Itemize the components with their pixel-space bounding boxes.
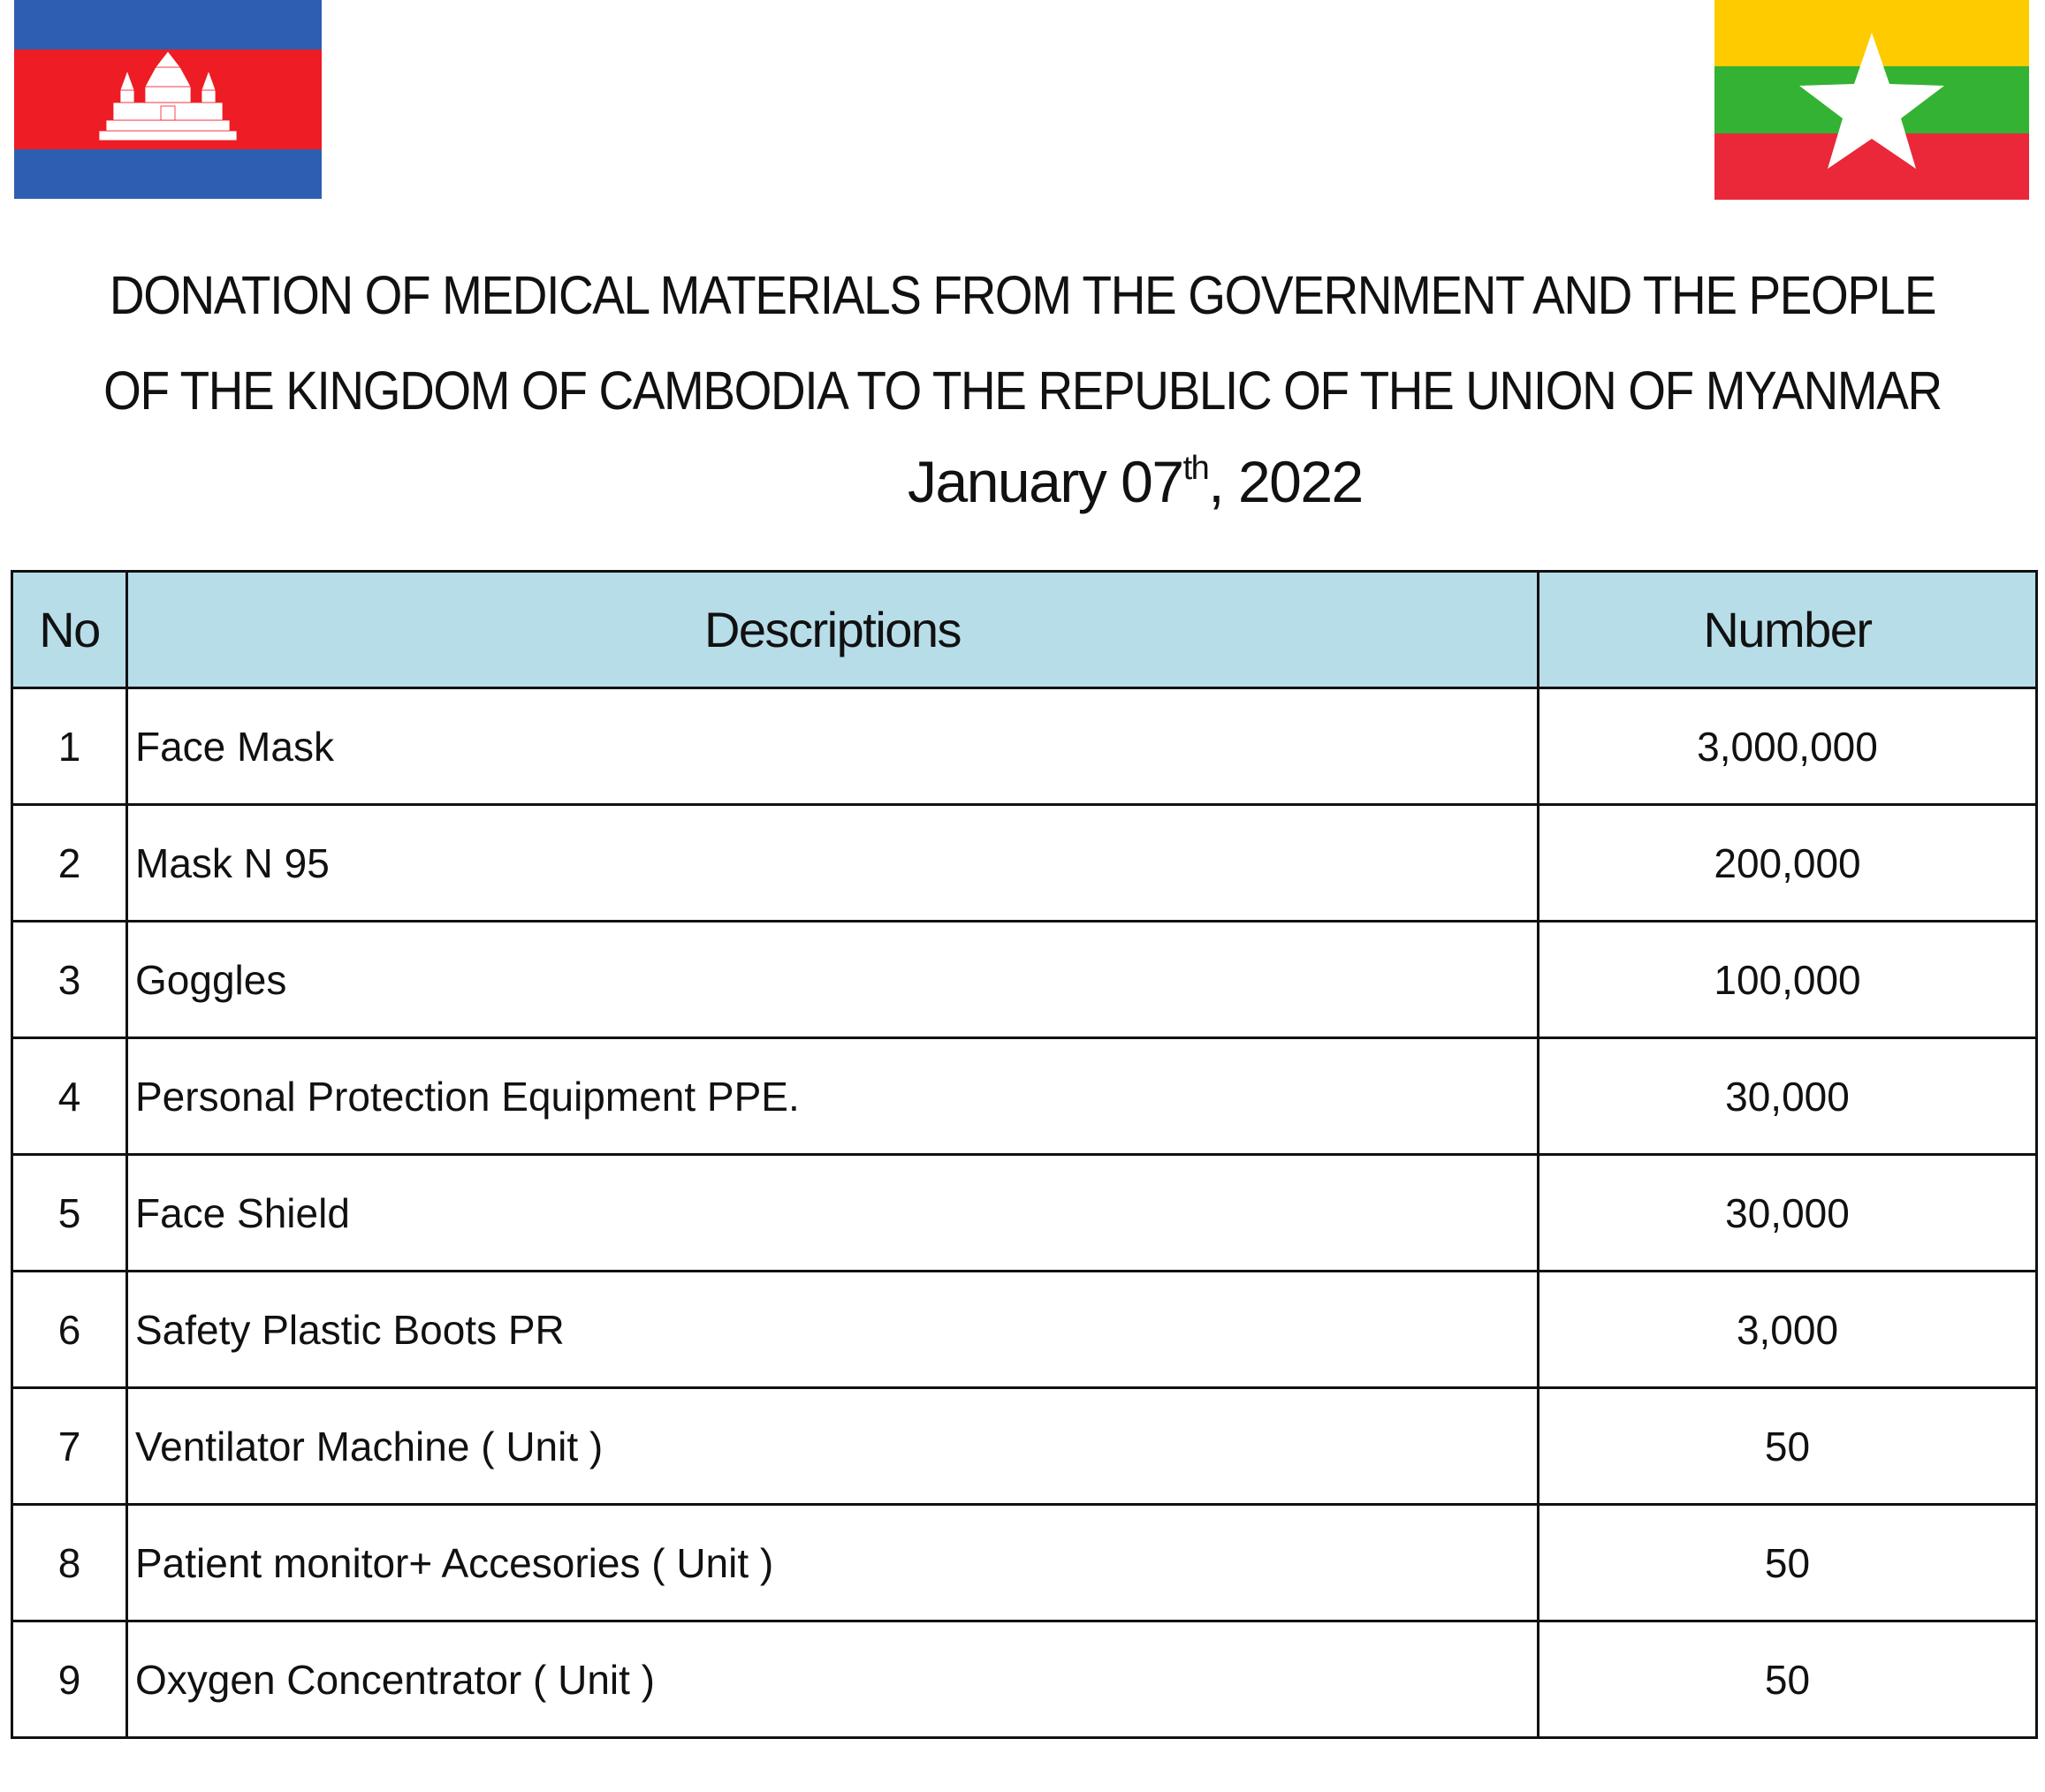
table-row [12,922,2037,1038]
row-number: 50 [1539,1621,2037,1738]
row-description: Face Mask [127,688,1539,805]
row-no: 3 [12,922,127,1038]
row-no: 7 [12,1388,127,1505]
row-number: 30,000 [1539,1038,2037,1155]
title-line-2: OF THE KINGDOM OF CAMBODIA TO THE REPUBLIC OF THE UNION OF MYANMAR [103,361,1942,421]
title-line-1: DONATION OF MEDICAL MATERIALS FROM THE GOVERNMENT AND THE PEOPLE [109,265,1936,325]
table-row [12,1388,2037,1505]
table-row [12,688,2037,805]
row-number: 3,000,000 [1539,688,2037,805]
row-no: 8 [12,1505,127,1621]
table-row [12,1505,2037,1621]
row-number: 200,000 [1539,805,2037,922]
row-description: Goggles [127,922,1539,1038]
date-prefix: January 07 [908,449,1183,514]
row-number: 100,000 [1539,922,2037,1038]
table-row [12,1272,2037,1388]
donation-table [11,570,2038,1739]
row-description: Patient monitor+ Accesories ( Unit ) [127,1505,1539,1621]
row-no: 9 [12,1621,127,1738]
row-number: 50 [1539,1388,2037,1505]
document-title [0,247,2045,438]
row-description: Personal Protection Equipment PPE. [127,1038,1539,1155]
row-number: 50 [1539,1505,2037,1621]
date-year: , 2022 [1208,449,1363,514]
table-row [12,1155,2037,1272]
header-no: No [12,572,127,688]
row-description: Face Shield [127,1155,1539,1272]
row-description: Safety Plastic Boots PR [127,1272,1539,1388]
document-date [908,446,1363,517]
row-number: 3,000 [1539,1272,2037,1388]
row-description: Mask N 95 [127,805,1539,922]
row-no: 2 [12,805,127,922]
row-no: 1 [12,688,127,805]
row-description: Ventilator Machine ( Unit ) [127,1388,1539,1505]
myanmar-flag-icon [1714,0,2029,200]
table-header-row [12,572,2037,688]
row-description: Oxygen Concentrator ( Unit ) [127,1621,1539,1738]
row-number: 30,000 [1539,1155,2037,1272]
date-ordinal-suffix: th [1182,450,1209,487]
table-row [12,805,2037,922]
header-number: Number [1539,572,2037,688]
cambodia-flag-icon [14,0,322,199]
row-no: 6 [12,1272,127,1388]
row-no: 5 [12,1155,127,1272]
table-row [12,1038,2037,1155]
header-descriptions: Descriptions [127,572,1539,688]
table-row [12,1621,2037,1738]
row-no: 4 [12,1038,127,1155]
